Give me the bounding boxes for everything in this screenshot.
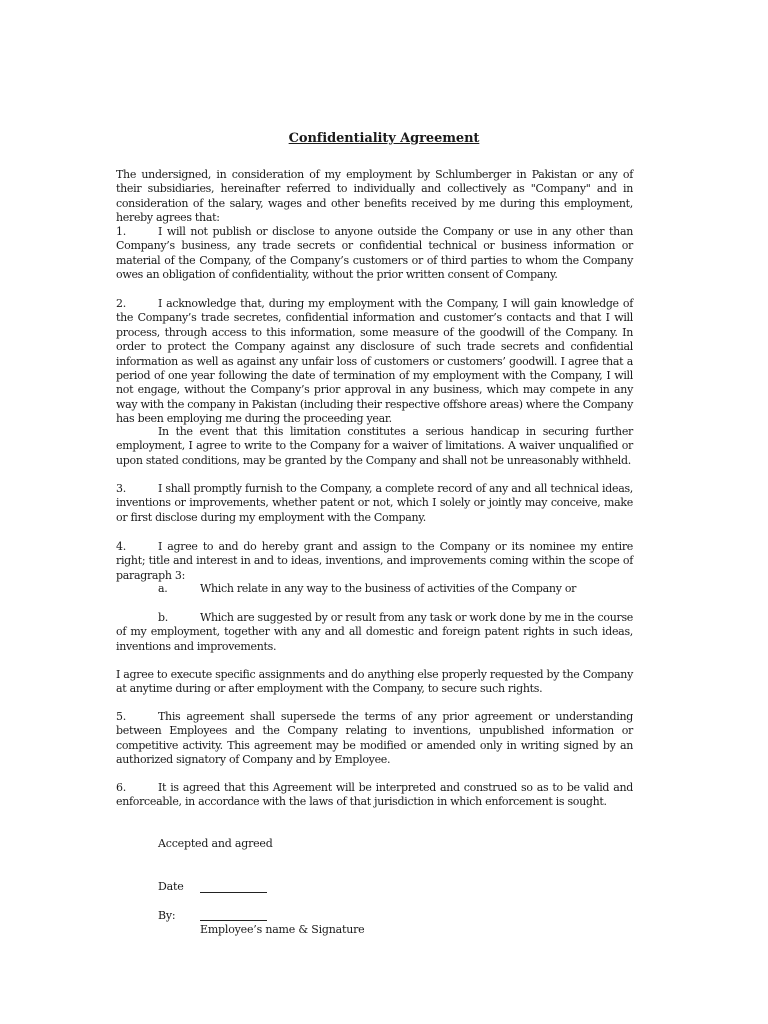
clause-5 (116, 710, 633, 768)
subclause-letter: a. (158, 582, 168, 595)
clause-text: In the event that this limitation constitutes a serious handicap in securing further employment, I agree to write to the Company for a waiver of limitations. A waiver unqualified or upon stated conditions, may be granted by the Company and shall not be unreasonably withheld. (116, 425, 633, 467)
clause-6 (116, 781, 633, 810)
accepted-label: Accepted and agreed (158, 837, 273, 850)
clause-text: I shall promptly furnish to the Company, a complete record of any and all technical ideas, inventions or improvements, whether patent or not, which I solely or jointly may conceive, make or first disclose during my employment with the Company. (116, 482, 633, 524)
clause-number: 5. (116, 710, 126, 723)
clause-number: 2. (116, 297, 126, 310)
clause-text: I acknowledge that, during my employment with the Company, I will gain knowledge of the Company’s trade secretes, confidential information and customer’s contacts and that I will process, through access to this information, some measure of the goodwill of the Company. In order to protect the Company against any disclosure of such trade secrets and confidential information as well as against any unfair loss of customers or customers’ goodwill. I agree that a period of one year following the date of termination of my employment with the Company, I will not engage, without the Company’s prior approval in any business, which may compete in any way with the company in Pakistan (including their respective offshore areas) where the Company has been employing me during the proceeding year. (116, 297, 633, 426)
clause-text: I will not publish or disclose to anyone outside the Company or use in any other than Company’s business, any trade secrets or confidential technical or business information or material of the Company, of the Company’s customers or of third parties to whom the Company owes an obligation of confidentiality, without the prior written consent of Company. (116, 225, 633, 282)
by-label: By: (158, 909, 176, 922)
subclause-text: Which are suggested by or result from any task or work done by me in the course of my employment, together with any and all domestic and foreign patent rights in such ideas, inventions and improvements. (116, 611, 633, 653)
execution-text: I agree to execute specific assignments and do anything else properly requested by the Company at anytime during or after employment with the Company, to secure such rights. (116, 668, 633, 696)
clause-number: 3. (116, 482, 126, 495)
document-title: Confidentiality Agreement (288, 131, 480, 146)
clause-2 (116, 297, 633, 427)
by-signature-line (200, 920, 267, 921)
clause-4 (116, 540, 633, 583)
clause-number: 4. (116, 540, 126, 553)
clause-number: 6. (116, 781, 126, 794)
clause-1 (116, 225, 633, 283)
clause-text: I agree to and do hereby grant and assign to the Company or its nominee my entire right; title and interest in and to ideas, inventions, and improvements coming within the scope of paragraph 3: (116, 540, 633, 582)
employee-name-caption: Employee’s name & Signature (200, 923, 365, 936)
clause-number: 1. (116, 225, 126, 238)
clause-text: It is agreed that this Agreement will be interpreted and construed so as to be valid and enforceable, in accordance with the laws of that jurisdiction in which enforcement is sought. (116, 781, 633, 809)
date-signature-line (200, 892, 267, 893)
subclause-text: Which relate in any way to the business of activities of the Company or (200, 582, 577, 595)
date-label: Date (158, 880, 184, 893)
clause-3 (116, 482, 633, 525)
subclause-a (116, 582, 633, 596)
clause-2-continuation (116, 425, 633, 468)
subclause-letter: b. (158, 611, 168, 624)
subclause-b (116, 611, 633, 654)
execution-paragraph (116, 668, 633, 697)
intro-text: The undersigned, in consideration of my employment by Schlumberger in Pakistan or any of their subsidiaries, hereinafter referred to individually and collectively as "Company" and in consideration of the salary, wages and other benefits received by me during this employment, hereby agrees that: (116, 168, 633, 225)
intro-paragraph (116, 168, 633, 226)
clause-text: This agreement shall supersede the terms of any prior agreement or understanding between Employees and the Company relating to inventions, unpublished information or competitive activity. This agreement may be modified or amended only in writing signed by an authorized signatory of Company and by Employee. (116, 710, 633, 767)
